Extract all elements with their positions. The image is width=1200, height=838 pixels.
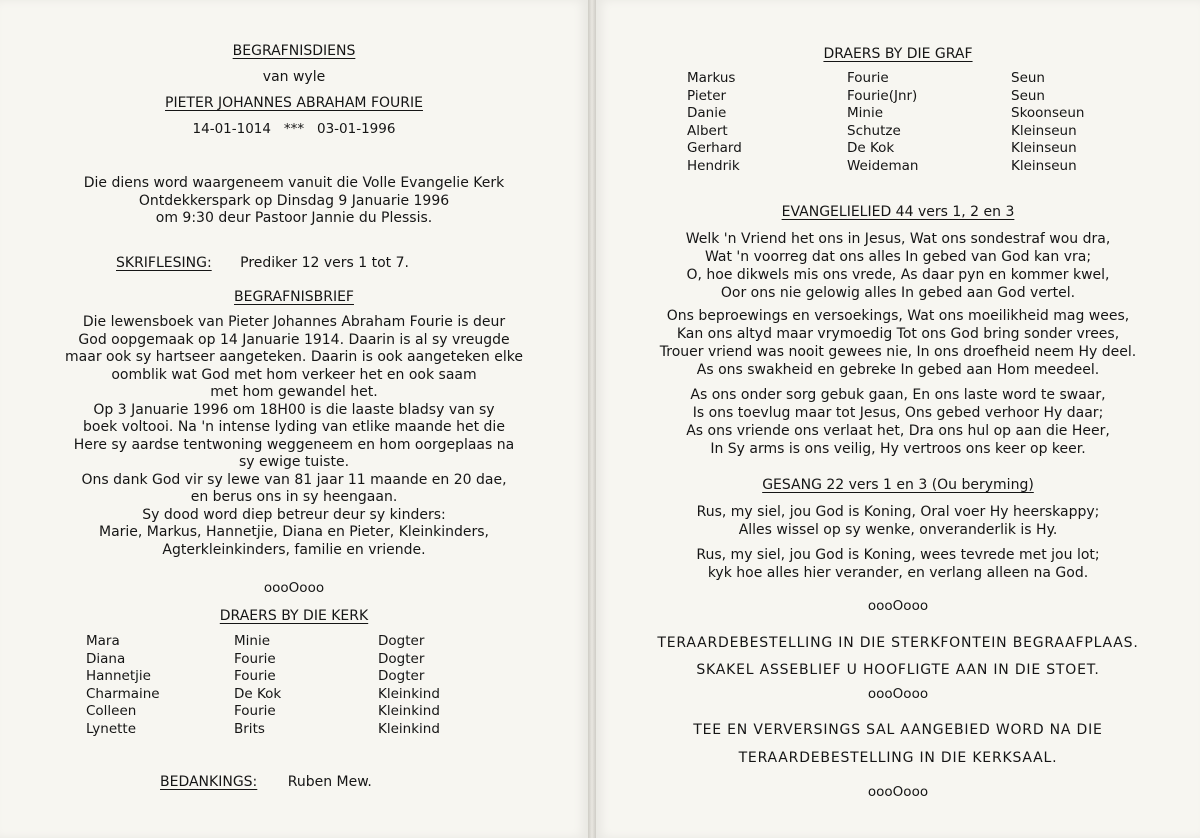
separator: oooOooo: [263, 580, 325, 596]
letter-line: met hom gewandel het.: [210, 384, 378, 400]
service-line: om 9:30 deur Pastoor Jannie du Plessis.: [155, 210, 433, 226]
service-heading: BEGRAFNISDIENS: [232, 43, 356, 59]
letter-line: Sy dood word diep betreur deur sy kinders:: [142, 506, 446, 523]
hymn2-stanza: [596, 503, 1200, 539]
grave-bearers-heading: DRAERS BY DIE GRAF: [823, 46, 973, 62]
scripture-label: SKRIFLESING:: [116, 255, 212, 271]
bearer-row: [86, 651, 440, 669]
hymn-line: Rus, my siel, jou God is Koning, wees tevrede met jou lot;: [696, 547, 1100, 563]
hymn-line: As ons vriende ons verlaat het, Dra ons hul op aan die Heer,: [686, 423, 1110, 439]
scripture-section: [116, 254, 409, 272]
bearer-first-name: Charmaine: [86, 685, 160, 702]
separator: oooOooo: [867, 784, 929, 800]
bearer-relation: Kleinseun: [1011, 140, 1077, 157]
hymn-line: Alles wissel op sy wenke, onveranderlik is Hy.: [738, 522, 1058, 538]
thanks-label: BEDANKINGS:: [160, 774, 258, 790]
bearer-relation: Kleinkind: [378, 703, 440, 720]
hymn-line: Trouer vriend was nooit gewees nie, In ons droefheid neem Hy deel.: [659, 344, 1137, 360]
bearer-relation: Dogter: [378, 650, 425, 667]
letter-line: Agterkleinkinders, familie en vriende.: [162, 541, 426, 558]
bearer-row: [86, 721, 440, 739]
hymn1-stanza: [596, 307, 1200, 379]
hymn-line: Oor ons nie gelowig alles In gebed aan God vertel.: [720, 285, 1076, 301]
bearer-relation: Kleinkind: [378, 720, 440, 737]
grave-bearers-table: [687, 70, 1084, 176]
bearer-row: [687, 88, 1084, 106]
hymn-line: As ons onder sorg gebuk gaan, En ons laste word te swaar,: [690, 387, 1106, 403]
bearer-row: [86, 633, 440, 651]
service-line: Die diens word waargeneem vanuit die Volle Evangelie Kerk: [83, 175, 505, 191]
bearer-first-name: Danie: [687, 105, 727, 122]
service-line: Ontdekkerspark op Dinsdag 9 Januarie 1996: [138, 192, 450, 209]
deceased-name: PIETER JOHANNES ABRAHAM FOURIE: [165, 95, 423, 111]
hymn-line: Rus, my siel, jou God is Koning, Oral voer Hy heerskappy;: [696, 504, 1100, 520]
bearer-relation: Dogter: [378, 633, 425, 649]
letter-line: oomblik wat God met hom verkeer het en ook saam: [111, 366, 477, 383]
letter-line: God oopgemaak op 14 Januarie 1914. Daarin is al sy vreugde: [78, 331, 510, 348]
hymn-line: In Sy arms is ons veilig, Hy vertroos ons keer op keer.: [710, 441, 1086, 457]
letter-line: Op 3 Januarie 1996 om 18H00 is die laaste bladsy van sy: [93, 401, 495, 418]
bearer-first-name: Mara: [86, 633, 120, 649]
bearer-first-name: Diana: [86, 650, 126, 667]
burial-notice: TERAARDEBESTELLING IN DIE STERKFONTEIN BEGRAAFPLAAS.: [657, 635, 1139, 651]
letter-line: en berus ons in sy heengaan.: [190, 489, 398, 505]
bearer-surname: Minie: [847, 105, 884, 122]
bearer-row: [687, 140, 1084, 158]
letter-line: Marie, Markus, Hannetjie, Diana en Pieter, Kleinkinders,: [98, 524, 490, 540]
hymn-line: Kan ons altyd maar vrymoedig Tot ons God bring sonder vrees,: [676, 326, 1120, 342]
bearer-first-name: Albert: [687, 122, 728, 139]
bearer-surname: De Kok: [234, 685, 282, 702]
letter-line: sy ewige tuiste.: [238, 454, 350, 470]
hymn1-heading: EVANGELIELIED 44 vers 1, 2 en 3: [781, 204, 1015, 220]
bearer-first-name: Pieter: [687, 87, 727, 104]
letter-line: Die lewensboek van Pieter Johannes Abraham Fourie is deur: [82, 314, 506, 330]
separator: oooOooo: [867, 598, 929, 614]
letter-line: Ons dank God vir sy lewe van 81 jaar 11 maande en 20 dae,: [81, 471, 507, 488]
bearer-relation: Seun: [1011, 87, 1045, 104]
bearer-relation: Skoonseun: [1011, 105, 1085, 122]
bearer-row: [687, 123, 1084, 141]
thanks-section: [160, 773, 372, 791]
bearer-surname: De Kok: [847, 140, 895, 157]
hymn-line: O, hoe dikwels mis ons vrede, As daar pyn en kommer kwel,: [686, 267, 1110, 283]
bearer-surname: Fourie: [847, 70, 889, 86]
bearer-first-name: Hannetjie: [86, 668, 151, 685]
bearer-row: [687, 158, 1084, 176]
bearer-row: [687, 105, 1084, 123]
letter-line: maar ook sy hartseer aangeteken. Daarin is ook aangeteken elke: [65, 349, 523, 365]
hymn-line: Is ons toevlug maar tot Jesus, Ons gebed verhoor Hy daar;: [692, 405, 1104, 421]
hymn-line: Ons beproewings en versoekings, Wat ons moeilikheid mag wees,: [666, 308, 1130, 324]
hymn-line: Welk 'n Vriend het ons in Jesus, Wat ons sondestraf wou dra,: [685, 231, 1111, 247]
bearer-surname: Fourie: [234, 703, 276, 720]
service-details: [30, 175, 558, 228]
bearer-surname: Brits: [234, 720, 265, 737]
bearer-first-name: Lynette: [86, 720, 137, 737]
bearer-row: [86, 668, 440, 686]
funeral-letter: [30, 314, 558, 559]
hymn-line: kyk hoe alles hier verander, en verlang alleen na God.: [707, 565, 1089, 581]
tea-notice-line: TERAARDEBESTELLING IN DIE KERKSAAL.: [738, 750, 1058, 766]
thanks-text: Ruben Mew.: [287, 774, 372, 790]
bearer-relation: Kleinseun: [1011, 157, 1077, 174]
life-dates: 14-01-1014 *** 03-01-1996: [192, 121, 396, 137]
bearer-relation: Dogter: [378, 668, 425, 685]
bearer-surname: Minie: [234, 633, 271, 649]
church-bearers-table: [86, 633, 440, 739]
bearer-surname: Fourie: [234, 668, 276, 685]
letter-line: boek voltooi. Na 'n intense lyding van etlike maande het die: [83, 419, 505, 435]
bearer-row: [86, 686, 440, 704]
bearer-first-name: Gerhard: [687, 140, 742, 157]
bearer-row: [86, 703, 440, 721]
bearer-first-name: Colleen: [86, 703, 137, 720]
headlights-notice: SKAKEL ASSEBLIEF U HOOFLIGTE AAN IN DIE STOET.: [696, 662, 1100, 678]
hymn-line: Wat 'n voorreg dat ons alles In gebed van God kan vra;: [704, 249, 1092, 265]
bearer-surname: Fourie(Jnr): [847, 87, 918, 104]
hymn2-heading: GESANG 22 vers 1 en 3 (Ou beryming): [762, 477, 1034, 493]
bearer-first-name: Markus: [687, 70, 736, 86]
bearer-row: [687, 70, 1084, 88]
page-fold: [588, 0, 596, 838]
hymn1-stanza: [596, 386, 1200, 458]
hymn-line: As ons swakheid en gebreke In gebed aan Hom meedeel.: [696, 362, 1100, 378]
hymn1-stanza: [596, 230, 1200, 302]
church-bearers-heading: DRAERS BY DIE KERK: [219, 608, 369, 624]
bearer-surname: Schutze: [847, 122, 901, 139]
hymn2-stanza: [596, 546, 1200, 582]
letter-heading: BEGRAFNISBRIEF: [234, 289, 354, 305]
bearer-surname: Fourie: [234, 650, 276, 667]
letter-line: Here sy aardse tentwoning weggeneem en hom oorgeplaas na: [73, 436, 515, 453]
separator: oooOooo: [867, 686, 929, 702]
van-wyle-text: van wyle: [262, 69, 326, 85]
bearer-first-name: Hendrik: [687, 157, 740, 174]
bearer-relation: Kleinseun: [1011, 122, 1077, 139]
bearer-relation: Seun: [1011, 70, 1045, 86]
bearer-relation: Kleinkind: [378, 685, 440, 702]
scripture-text: Prediker 12 vers 1 tot 7.: [240, 255, 409, 271]
bearer-surname: Weideman: [847, 157, 919, 174]
tea-notice-line: TEE EN VERVERSINGS SAL AANGEBIED WORD NA DIE: [693, 722, 1103, 738]
